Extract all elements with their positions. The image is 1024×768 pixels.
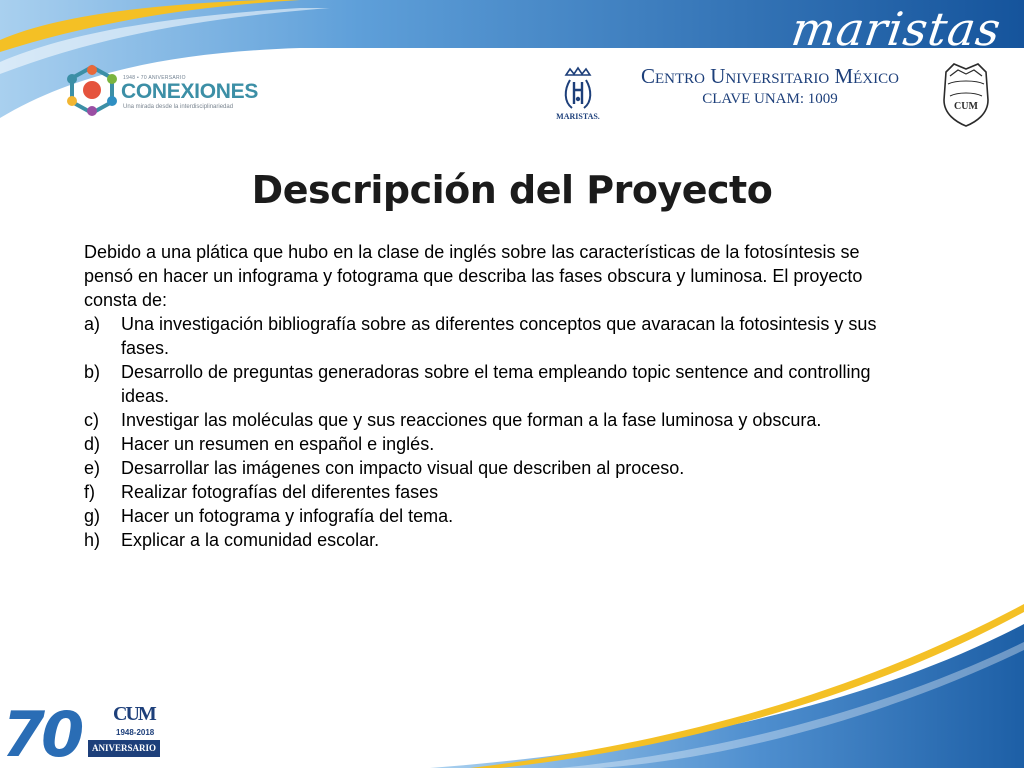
list-marker: g)	[84, 506, 101, 526]
list-item	[84, 480, 904, 504]
slide-title: Descripción del Proyecto	[251, 168, 773, 212]
list-item-text: Desarrollar las imágenes con impacto visual que describen al proceso.	[121, 458, 685, 478]
maristas-label: MARISTAS.	[556, 112, 600, 121]
anniversary-number: 70	[2, 698, 81, 768]
list-item	[84, 408, 904, 432]
conexiones-anniversary-text: 1948 • 70 ANIVERSARIO	[123, 75, 186, 81]
list-marker: h)	[84, 530, 101, 550]
institution-name	[610, 64, 930, 108]
list-item	[84, 504, 904, 528]
list-item-text: Hacer un fotograma y infografía del tema.	[121, 506, 454, 526]
list-marker: a)	[84, 314, 101, 334]
conexiones-wordmark: CONEXIONES	[121, 80, 259, 103]
maristas-crown-icon	[550, 66, 606, 112]
list-marker: b)	[84, 362, 101, 382]
list-item	[84, 528, 904, 552]
list-item-text: Hacer un resumen en español e inglés.	[121, 434, 435, 454]
list-item-text: Una investigación bibliografía sobre as diferentes conceptos que avaracan la fotosintesis y sus fases.	[121, 314, 877, 358]
list-item	[84, 456, 904, 480]
unam-shield	[938, 60, 994, 128]
conexiones-logo	[66, 64, 276, 116]
conexiones-hexagon-icon	[66, 64, 118, 116]
list-item	[84, 432, 904, 456]
project-description	[84, 240, 904, 552]
list-item	[84, 312, 904, 360]
maristas-script-logo: maristas	[788, 2, 1005, 56]
list-item-text: Desarrollo de preguntas generadoras sobre el tema empleando topic sentence and controlling ideas.	[121, 362, 871, 406]
list-item	[84, 360, 904, 408]
cum-monogram: CUM	[113, 703, 155, 725]
list-item-text: Investigar las moléculas que y sus reacciones que forman a la fase luminosa y obscura.	[121, 410, 822, 430]
institution-clave: CLAVE UNAM: 1009	[702, 91, 838, 107]
unam-shield-monogram: CUM	[954, 101, 978, 112]
unam-shield-icon	[938, 60, 994, 128]
list-marker: c)	[84, 410, 99, 430]
intro-paragraph: Debido a una plática que hubo en la clase de inglés sobre las características de la fotosíntesis se pensó en hacer un infograma y fotograma que describa las fases obscura y luminosa. El proyecto consta de:	[84, 242, 863, 310]
anniversary-logo	[0, 698, 170, 768]
list-marker: e)	[84, 458, 101, 478]
list-marker: f)	[84, 482, 95, 502]
conexiones-tagline: Una mirada desde la interdisciplinariedad	[123, 104, 234, 110]
anniversary-ribbon: ANIVERSARIO	[88, 740, 160, 757]
list-marker: d)	[84, 434, 101, 454]
maristas-emblem	[550, 66, 606, 124]
list-item-text: Explicar a la comunidad escolar.	[121, 530, 380, 550]
anniversary-years: 1948-2018	[116, 728, 155, 737]
project-items-list	[84, 312, 904, 552]
list-item-text: Realizar fotografías del diferentes fases	[121, 482, 439, 502]
institution-title: Centro Universitario México	[641, 64, 899, 88]
